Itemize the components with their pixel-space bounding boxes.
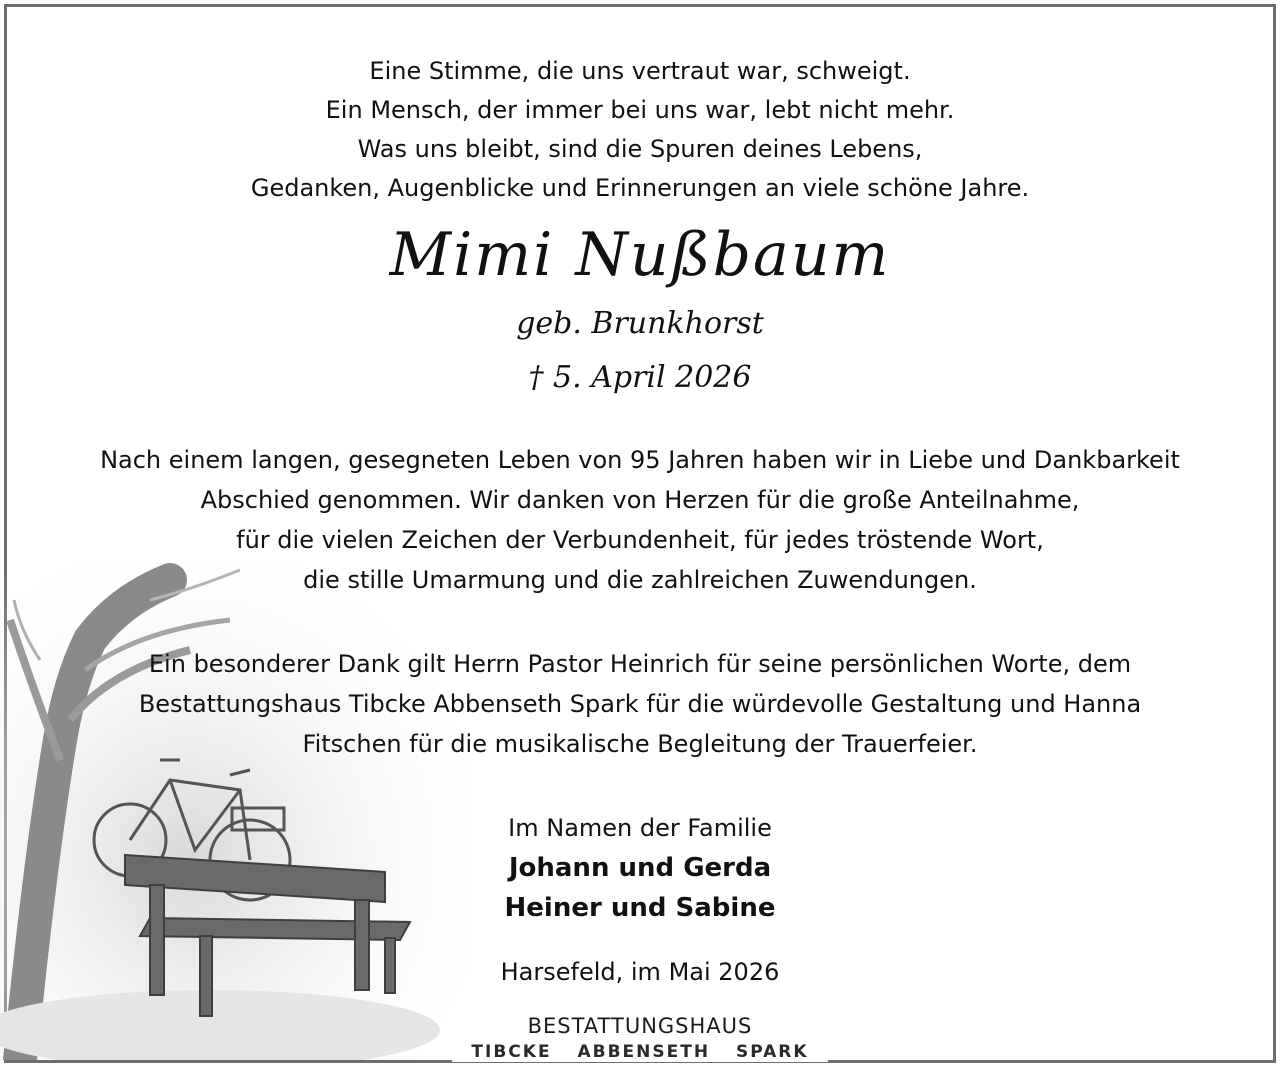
logo-subtitle: TIBCKE ABBENSETH SPARK xyxy=(471,1042,809,1062)
tree-bench-bicycle-illustration xyxy=(0,560,470,1060)
farewell-paragraph xyxy=(0,440,1280,600)
paragraph-line: Abschied genommen. Wir danken von Herzen für die große Anteilnahme, xyxy=(200,486,1080,514)
signature-name: Johann und Gerda xyxy=(508,853,772,883)
deceased-name: Mimi Nußbaum xyxy=(389,220,891,290)
paragraph-line: Ein besonderer Dank gilt Herrn Pastor Heinrich für seine persönlichen Worte, dem xyxy=(148,650,1132,678)
paragraph-line: Bestattungshaus Tibcke Abbenseth Spark für die würdevolle Gestaltung und Hanna xyxy=(138,690,1142,718)
death-date: † 5. April 2026 xyxy=(528,360,752,395)
logo-title: BESTATTUNGSHAUS xyxy=(527,1014,753,1038)
paragraph-line: Nach einem langen, gesegneten Leben von 95 Jahren haben wir in Liebe und Dankbarkeit xyxy=(100,446,1180,474)
verse-line: Ein Mensch, der immer bei uns war, lebt nicht mehr. xyxy=(325,96,955,124)
thanks-paragraph xyxy=(0,644,1280,764)
funeral-home-logo xyxy=(452,998,828,1062)
paragraph-line: die stille Umarmung und die zahlreichen Zuwendungen. xyxy=(303,566,977,594)
place-date: Harsefeld, im Mai 2026 xyxy=(500,958,780,986)
verse-line: Eine Stimme, die uns vertraut war, schweigt. xyxy=(369,57,911,85)
verse-line: Was uns bleibt, sind die Spuren deines Lebens, xyxy=(357,135,923,163)
family-signature xyxy=(440,808,840,928)
paragraph-line: für die vielen Zeichen der Verbundenheit, für jedes tröstende Wort, xyxy=(236,526,1044,554)
paragraph-line: Fitschen für die musikalische Begleitung der Trauerfeier. xyxy=(302,730,978,758)
birth-name: geb. Brunkhorst xyxy=(516,306,764,341)
signature-name: Heiner und Sabine xyxy=(504,893,776,923)
verse-line: Gedanken, Augenblicke und Erinnerungen an viele schöne Jahre. xyxy=(250,174,1030,202)
signature-intro: Im Namen der Familie xyxy=(508,814,772,842)
memorial-verse xyxy=(0,52,1280,208)
